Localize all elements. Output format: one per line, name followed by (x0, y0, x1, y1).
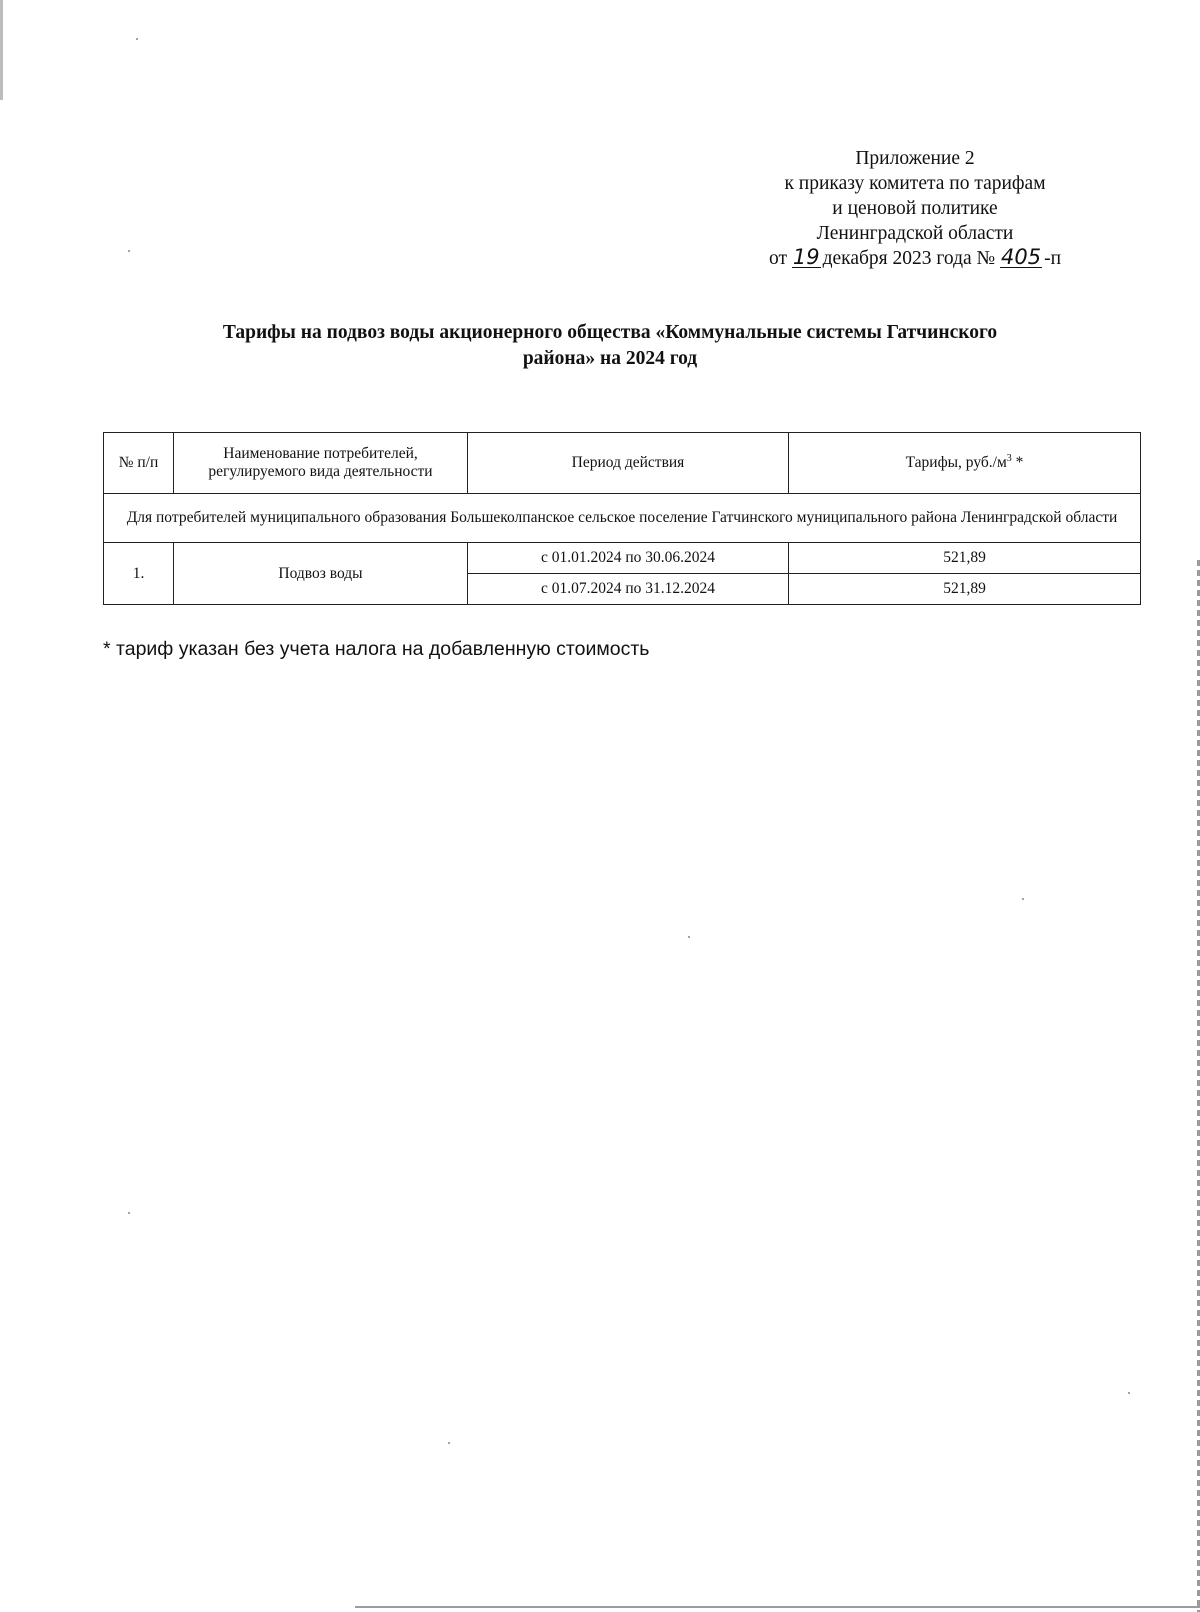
scan-edge-left (0, 0, 3, 100)
table-header-row (104, 433, 1141, 494)
title-line-2: района» на 2024 год (522, 348, 698, 369)
scan-speck (128, 250, 130, 252)
row-service-name: Подвоз воды (174, 543, 468, 605)
scan-speck (1022, 898, 1024, 900)
period-cell: с 01.07.2024 по 31.12.2024 (468, 574, 789, 605)
period-cell: с 01.01.2024 по 30.06.2024 (468, 543, 789, 574)
date-prefix: от (768, 248, 787, 269)
appendix-line-4: Ленинградской области (816, 223, 1014, 244)
footnote: * тариф указан без учета налога на добавленную стоимость (103, 638, 650, 660)
scan-speck (688, 936, 690, 938)
tariff-cell: 521,89 (789, 543, 1141, 574)
header-tariff (789, 433, 1141, 494)
handwritten-day: 19 (792, 245, 820, 269)
header-tariff-mark: * (1011, 454, 1024, 471)
scan-edge-bottom (355, 1606, 1200, 1608)
appendix-header (730, 146, 1100, 271)
scan-speck (1128, 1392, 1130, 1394)
scan-speck (128, 1212, 130, 1214)
appendix-line-1: Приложение 2 (855, 148, 975, 169)
tariff-cell: 521,89 (789, 574, 1141, 605)
date-middle: декабря 2023 года № (822, 248, 996, 269)
header-number: № п/п (104, 433, 174, 494)
header-consumer: Наименование потребителей, регулируемого вида деятельности (174, 433, 468, 494)
appendix-line-3: и ценовой политике (832, 198, 998, 219)
table-row (104, 543, 1141, 574)
appendix-line-2: к приказу комитета по тарифам (784, 173, 1046, 194)
handwritten-order-number: 405 (1001, 245, 1042, 269)
scan-speck (136, 38, 138, 40)
table-group-row (104, 494, 1141, 543)
appendix-date-line (730, 246, 1100, 271)
header-period: Период действия (468, 433, 789, 494)
document-title (120, 320, 1100, 372)
consumer-group-label: Для потребителей муниципального образования Большеколпанское сельское поселение Гатчинского муниципального района Ленинградской области (104, 494, 1141, 543)
title-line-1: Тарифы на подвоз воды акционерного общества «Коммунальные системы Гатчинского (222, 322, 998, 343)
order-suffix: -п (1044, 248, 1062, 269)
scan-speck (448, 1442, 450, 1444)
header-tariff-label: Тарифы, руб./м (905, 454, 1007, 471)
row-number: 1. (104, 543, 174, 605)
tariff-table (103, 432, 1141, 605)
header-tariff-superscript: 3 (1006, 452, 1012, 464)
